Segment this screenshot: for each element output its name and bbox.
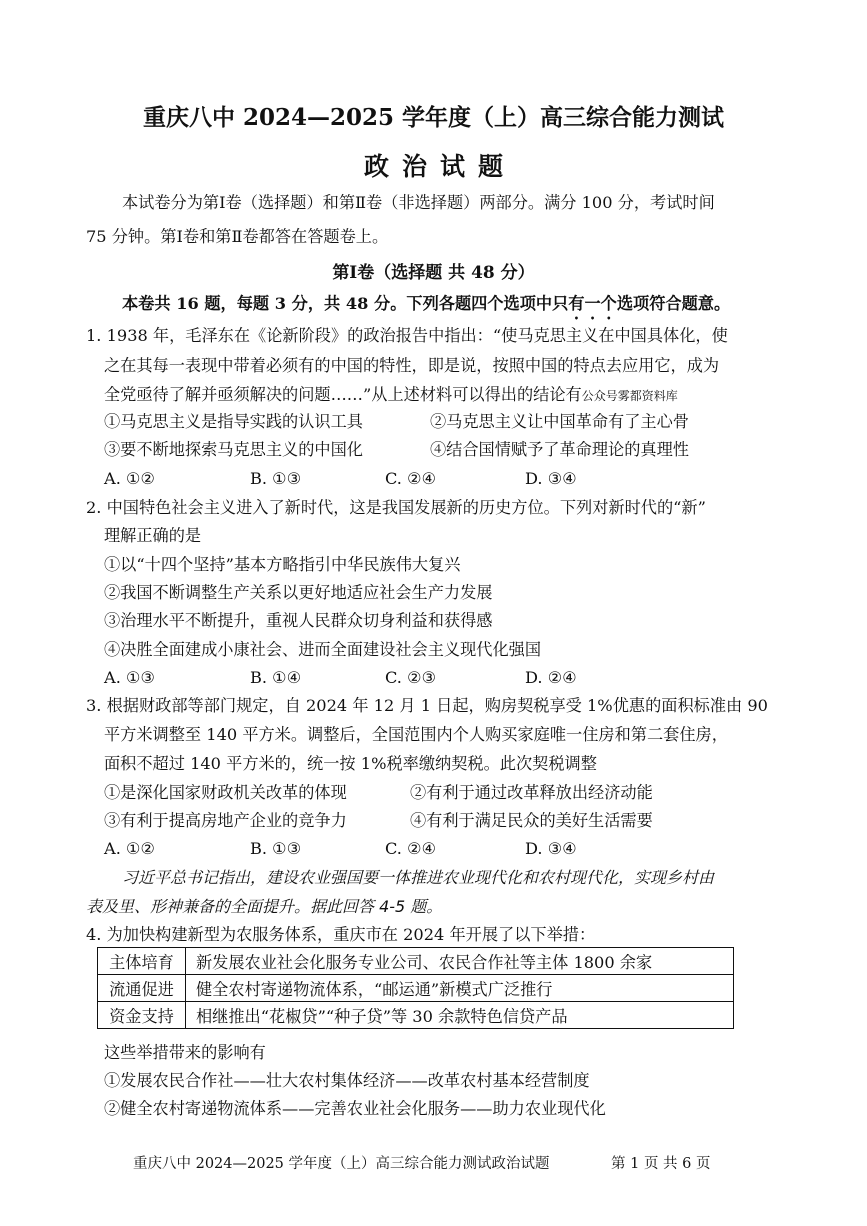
q3-statement-1: ①是深化国家财政机关改革的体现 bbox=[104, 783, 347, 802]
q1-option-b: B. ①③ bbox=[250, 469, 302, 488]
section-instruction bbox=[122, 294, 730, 323]
q1-option-a: A. ①② bbox=[104, 469, 156, 488]
q2-statement-4: ④决胜全面建成小康社会、进而全面建设社会主义现代化强国 bbox=[104, 640, 542, 659]
q1-statement-2: ②马克思主义让中国革命有了主心骨 bbox=[430, 412, 689, 431]
q3-line-3: 面积不超过 140 平方米的，统一按 1%税率缴纳契税。此次契税调整 bbox=[104, 754, 597, 773]
instruction-emphasis: 有一个 bbox=[568, 294, 617, 313]
q1-line-2: 之在其每一表现中带着必须有的中国的特性，即是说，按照中国的特点去应用它，成为 bbox=[104, 356, 720, 375]
q1-option-c: C. ②④ bbox=[385, 469, 437, 488]
table-row bbox=[98, 1002, 734, 1029]
q1-line-3 bbox=[104, 385, 678, 406]
q3-statement-3: ③有利于提高房地产企业的竞争力 bbox=[104, 811, 347, 830]
q1-statement-4: ④结合国情赋予了革命理论的真理性 bbox=[430, 440, 689, 459]
q1-option-d: D. ③④ bbox=[525, 469, 577, 488]
q2-line-1: 2. 中国特色社会主义进入了新时代，这是我国发展新的历史方位。下列对新时代的“新” bbox=[86, 498, 706, 517]
table-cell-head: 流通促进 bbox=[98, 975, 186, 1002]
q1-statement-3: ③要不断地探索马克思主义的中国化 bbox=[104, 440, 363, 459]
q4-after-table: 这些举措带来的影响有 bbox=[104, 1043, 266, 1062]
q2-statement-2: ②我国不断调整生产关系以更好地适应社会生产力发展 bbox=[104, 583, 493, 602]
q2-statement-3: ③治理水平不断提升，重视人民群众切身利益和获得感 bbox=[104, 611, 493, 630]
intro-line-1: 本试卷分为第Ⅰ卷（选择题）和第Ⅱ卷（非选择题）两部分。满分 100 分，考试时间 bbox=[122, 193, 715, 212]
instruction-part-a: 本卷共 16 题，每题 3 分，共 48 分。下列各题四个选项中只 bbox=[122, 294, 569, 313]
passage-line-2: 表及里、形神兼备的全面提升。据此回答 4-5 题。 bbox=[86, 897, 443, 916]
table-cell-body: 相继推出“花椒贷”“种子贷”等 30 余款特色信贷产品 bbox=[186, 1002, 734, 1029]
q3-statement-2: ②有利于通过改革释放出经济动能 bbox=[410, 783, 653, 802]
q3-option-b: B. ①③ bbox=[250, 839, 302, 858]
q3-line-1: 3. 根据财政部等部门规定，自 2024 年 12 月 1 日起，购房契税享受 1%优惠的面积标准由 90 bbox=[86, 696, 768, 715]
table-cell-head: 资金支持 bbox=[98, 1002, 186, 1029]
q1-line-1: 1. 1938 年，毛泽东在《论新阶段》的政治报告中指出：“使马克思主义在中国具体化，使 bbox=[86, 326, 728, 345]
q1-statement-1: ①马克思主义是指导实践的认识工具 bbox=[104, 412, 363, 431]
q4-line-1: 4. 为加快构建新型为农服务体系，重庆市在 2024 年开展了以下举措： bbox=[86, 925, 596, 944]
q2-line-2: 理解正确的是 bbox=[104, 526, 202, 545]
q2-option-a: A. ①③ bbox=[104, 668, 156, 687]
table-cell-body: 新发展农业社会化服务专业公司、农民合作社等主体 1800 余家 bbox=[186, 948, 734, 975]
q2-option-d: D. ②④ bbox=[525, 668, 577, 687]
footer-title: 重庆八中 2024—2025 学年度（上）高三综合能力测试政治试题 bbox=[133, 1156, 550, 1172]
section-title: 第Ⅰ卷（选择题 共 48 分） bbox=[332, 263, 535, 283]
q2-option-b: B. ①④ bbox=[250, 668, 302, 687]
q4-statement-1: ①发展农民合作社——壮大农村集体经济——改革农村基本经营制度 bbox=[104, 1071, 590, 1090]
intro-line-2: 75 分钟。第Ⅰ卷和第Ⅱ卷都答在答题卷上。 bbox=[86, 227, 389, 246]
q3-statement-4: ④有利于满足民众的美好生活需要 bbox=[410, 811, 653, 830]
q3-line-2: 平方米调整至 140 平方米。调整后，全国范围内个人购买家庭唯一住房和第二套住房， bbox=[104, 725, 728, 744]
watermark-text: 公众号雾都资料库 bbox=[581, 389, 678, 403]
q3-option-d: D. ③④ bbox=[525, 839, 577, 858]
table-row bbox=[98, 975, 734, 1002]
measures-table bbox=[97, 947, 734, 1029]
page-number: 第 1 页 共 6 页 bbox=[611, 1156, 711, 1172]
q2-statement-1: ①以“十四个坚持”基本方略指引中华民族伟大复兴 bbox=[104, 555, 461, 574]
table-cell-head: 主体培育 bbox=[98, 948, 186, 975]
table-row bbox=[98, 948, 734, 975]
page-title: 重庆八中 2024—2025 学年度（上）高三综合能力测试 bbox=[142, 104, 725, 131]
q1-line-3-text: 全党亟待了解并亟须解决的问题……”从上述材料可以得出的结论有 bbox=[104, 385, 582, 404]
q4-statement-2: ②健全农村寄递物流体系——完善农业社会化服务——助力农业现代化 bbox=[104, 1099, 606, 1118]
table-cell-body: 健全农村寄递物流体系，“邮运通”新模式广泛推行 bbox=[186, 975, 734, 1002]
q3-option-c: C. ②④ bbox=[385, 839, 437, 858]
q2-option-c: C. ②③ bbox=[385, 668, 437, 687]
instruction-part-b: 选项符合题意。 bbox=[616, 294, 731, 313]
q3-option-a: A. ①② bbox=[104, 839, 156, 858]
passage-line-1: 习近平总书记指出，建设农业强国要一体推进农业现代化和农村现代化，实现乡村由 bbox=[122, 868, 715, 887]
page-subtitle: 政治试题 bbox=[363, 152, 516, 181]
